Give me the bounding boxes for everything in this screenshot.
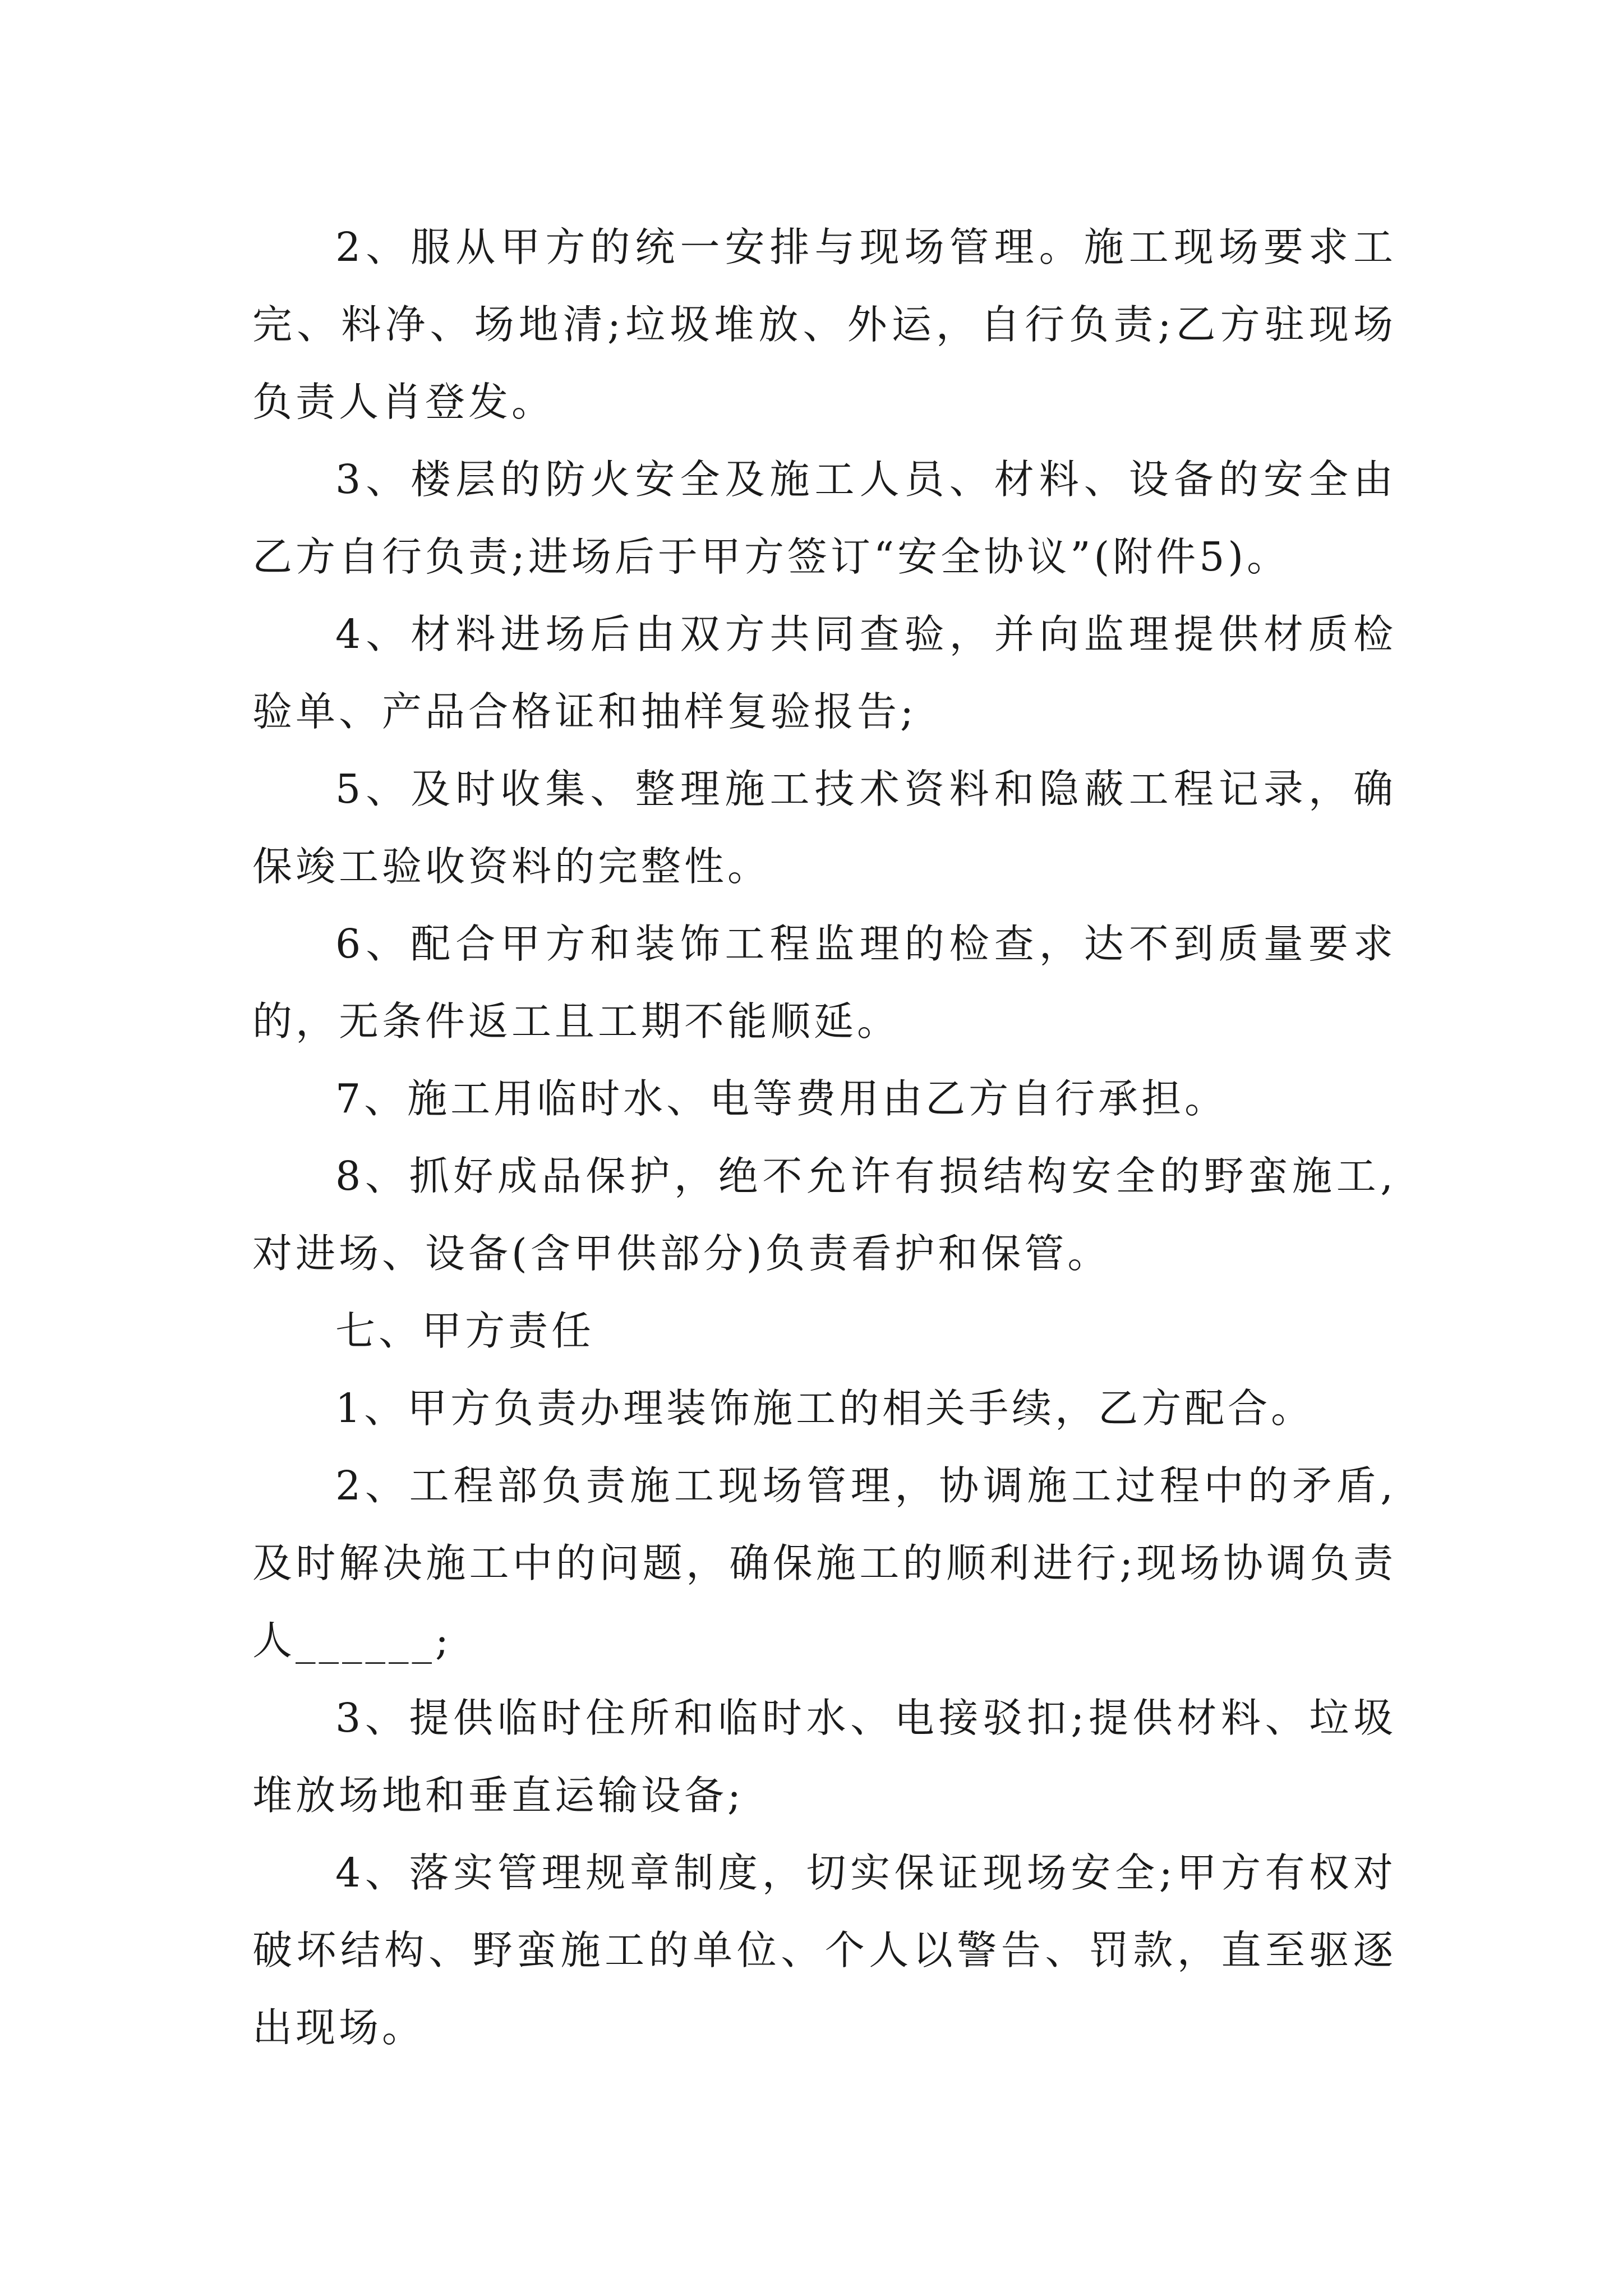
clause-6-item-3: 3、楼层的防火安全及施工人员、材料、设备的安全由乙方自行负责;进场后于甲方签订“安全协议”(附件5)。 — [252, 456, 1396, 580]
clause-6-item-2: 2、服从甲方的统一安排与现场管理。施工现场要求工完、料净、场地清;垃圾堆放、外运，自行负责;乙方驻现场负责人肖登发。 — [252, 224, 1396, 425]
section-heading-party-a-responsibility: 七、甲方责任 — [335, 1308, 595, 1354]
clause-6-item-6: 6、配合甲方和装饰工程监理的检查，达不到质量要求的，无条件返工且工期不能顺延。 — [252, 921, 1396, 1045]
clause-7-item-2: 2、工程部负责施工现场管理，协调施工过程中的矛盾,及时解决施工中的问题，确保施工的顺利进行;现场协调负责人______; — [252, 1462, 1396, 1664]
clause-6-item-4: 4、材料进场后由双方共同查验，并向监理提供材质检验单、产品合格证和抽样复验报告; — [252, 611, 1396, 735]
clause-7-item-3: 3、提供临时住所和临时水、电接驳扣;提供材料、垃圾堆放场地和垂直运输设备; — [252, 1695, 1396, 1819]
clause-6-item-7: 7、施工用临时水、电等费用由乙方自行承担。 — [335, 1075, 1228, 1122]
clause-7-item-1: 1、甲方负责办理装饰施工的相关手续，乙方配合。 — [335, 1385, 1315, 1432]
clause-6-item-5: 5、及时收集、整理施工技术资料和隐蔽工程记录，确保竣工验收资料的完整性。 — [252, 766, 1396, 890]
clause-6-item-8: 8、抓好成品保护，绝不允许有损结构安全的野蛮施工,对进场、设备(含甲供部分)负责看护和保管。 — [252, 1153, 1396, 1277]
clause-7-item-4: 4、落实管理规章制度，切实保证现场安全;甲方有权对破坏结构、野蛮施工的单位、个人以警告、罚款，直至驱逐出现场。 — [252, 1849, 1396, 2051]
document-body — [252, 209, 1396, 2067]
